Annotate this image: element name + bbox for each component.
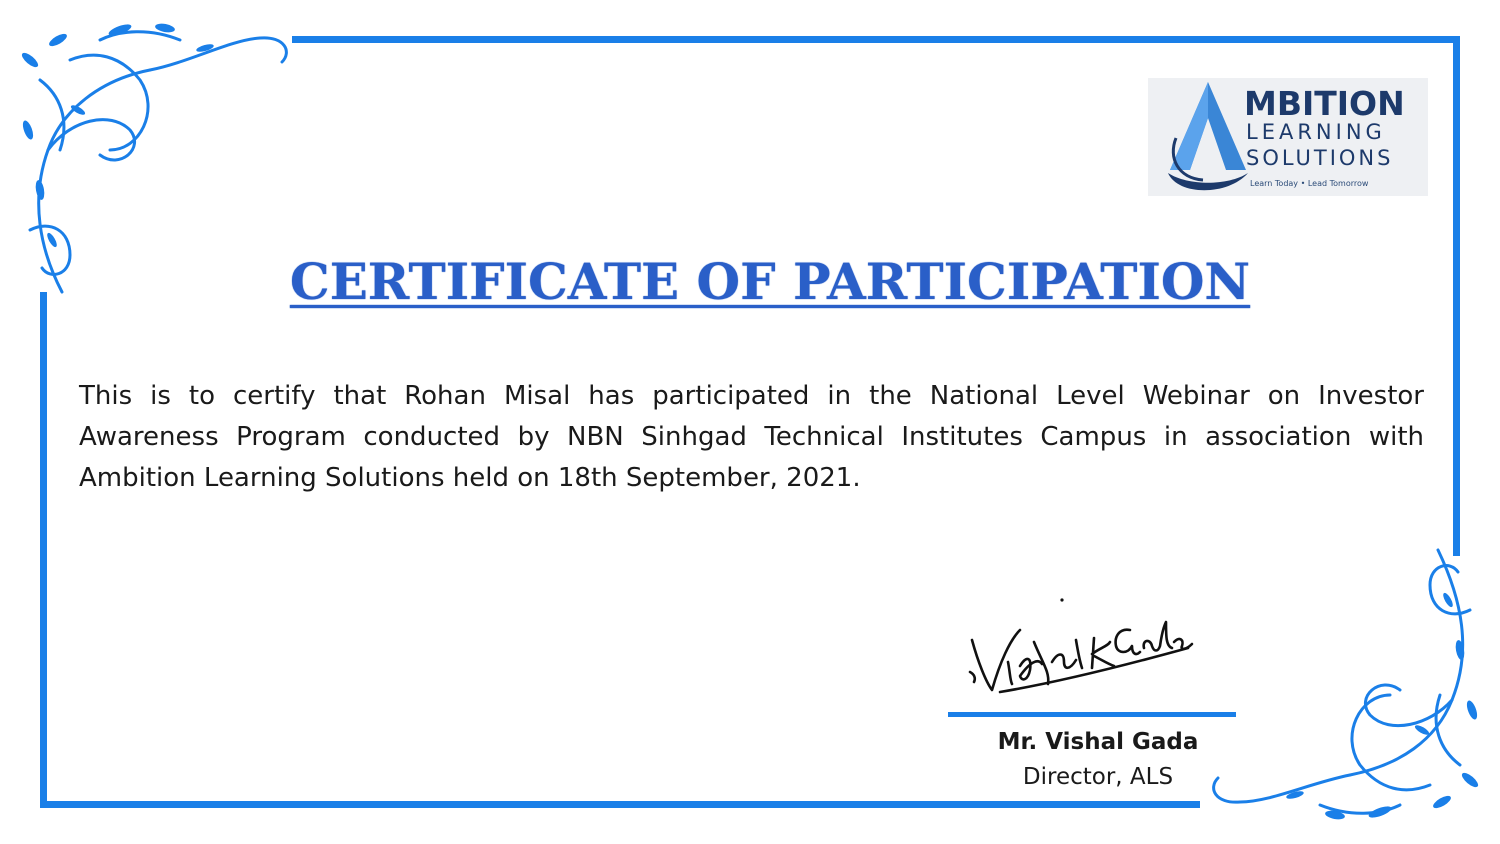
frame-border-top [292,36,1460,43]
signature-line [948,712,1236,717]
logo-wordmark-line3: SOLUTIONS [1246,146,1394,170]
logo-triangle-icon [1148,78,1258,196]
signatory-role: Director, ALS [1022,764,1174,790]
signature [960,592,1200,702]
company-logo [1148,78,1428,196]
corner-ornament-bottom-right [1200,540,1500,840]
certificate-body: This is to certify that Rohan Misal has participated in the National Level Webinar on Investor Awareness Program conducted by NBN Sinhgad Technical Institutes Campus in association with Ambition Learning Solutions held on 18th September, 2021. [79,381,1424,493]
logo-wordmark-line2: LEARNING [1246,120,1386,144]
frame-border-bottom [40,801,1200,808]
logo-wordmark-line1: MBITION [1244,84,1405,123]
certificate-title: CERTIFICATE OF PARTICIPATION [289,252,1251,311]
signatory-name: Mr. Vishal Gada [997,729,1199,755]
frame-border-left [40,292,47,808]
logo-tagline: Learn Today • Lead Tomorrow [1250,179,1369,188]
